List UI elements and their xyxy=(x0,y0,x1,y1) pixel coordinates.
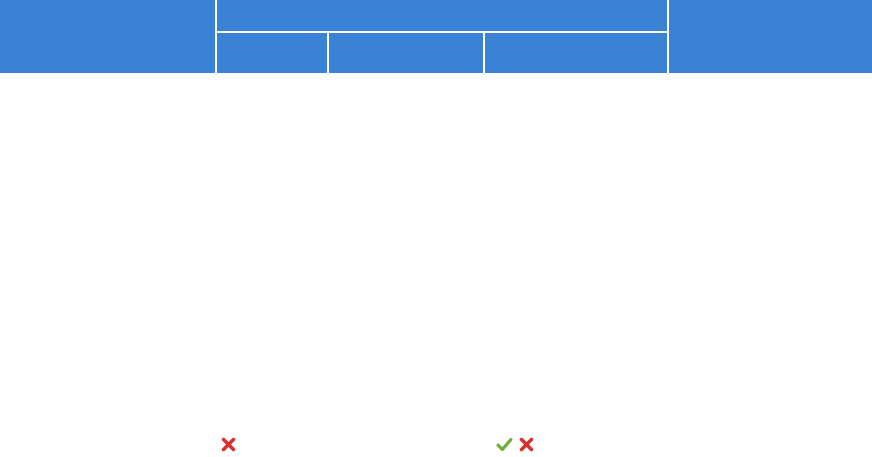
legend-check-cross xyxy=(496,432,540,457)
header-variants xyxy=(0,0,215,73)
check-icon xyxy=(496,436,513,453)
header-col-all xyxy=(217,33,327,73)
header-col-warm xyxy=(485,33,667,73)
header-col-time xyxy=(669,0,872,73)
legend-cross xyxy=(220,432,242,457)
header-col-cold xyxy=(329,33,483,73)
cross-icon xyxy=(518,436,535,453)
cross-icon xyxy=(220,436,237,453)
header-group-title xyxy=(217,0,667,31)
